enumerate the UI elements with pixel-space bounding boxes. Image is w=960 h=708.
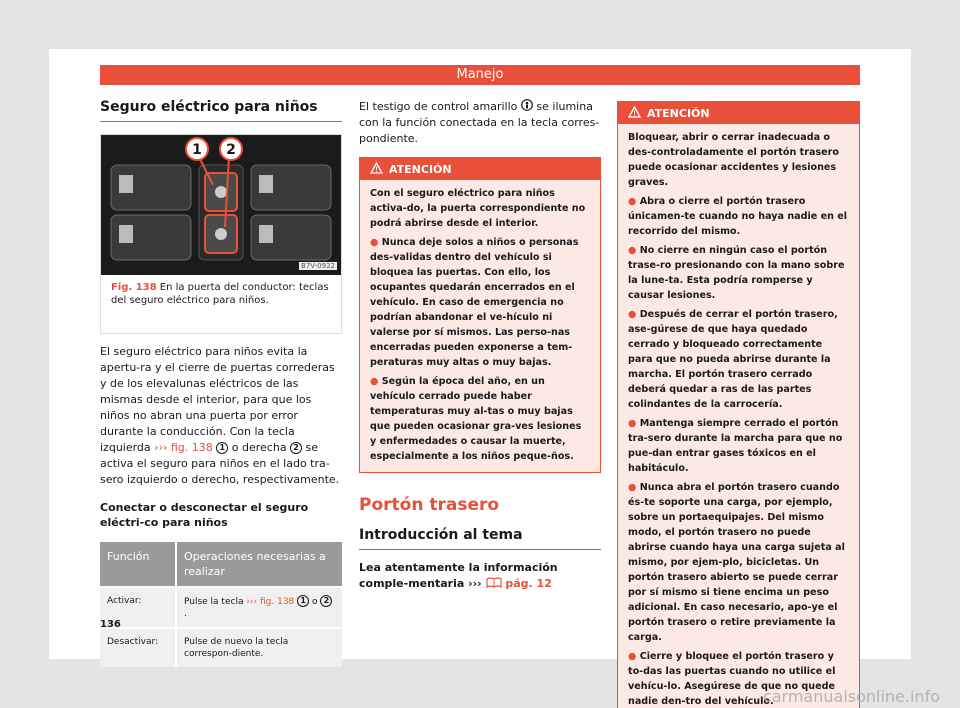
bullet-text: Según la época del año, en un vehículo cerrado puede haber temperaturas muy al-tas o muy bajas que pueden ocasionar gra-ves lesiones y enfermedades o causar la muerte, especialmente a los niños peque-ños. (370, 376, 582, 462)
bullet-dot-icon: ● (370, 376, 382, 387)
warning-header (360, 158, 600, 180)
table-cell: Pulse de nuevo la tecla correspon-diente. (176, 628, 342, 667)
warning-bullet (628, 307, 849, 412)
caption-text: En la puerta del conductor: teclas del seguro eléctrico para niños. (111, 282, 329, 306)
warning-bullet (628, 243, 849, 303)
warning-title: ATENCIÓN (389, 162, 452, 176)
bullet-text: Cierre y bloquee el portón trasero y to-das las puertas cuando no utilice el vehícu-lo. Asegúrese de que no quede nadie den-tro del vehículo. (628, 651, 836, 707)
xref-fig[interactable]: fig. 138 (257, 597, 295, 607)
switch-panel-image (101, 135, 341, 275)
table-row (100, 587, 342, 628)
book-icon (486, 577, 502, 590)
callout-1: 1 (192, 142, 202, 158)
text-run: Pulse la tecla (184, 597, 247, 607)
text-run: Lea atentamente la información comple-mentaria (359, 561, 558, 590)
text-run: se activa el seguro para niños en el lado tra-sero izquierdo o derecho, respectivamente. (100, 441, 340, 486)
bullet-text: No cierre en ningún caso el portón trase-ro presionando con la mano sobre la lune-ta. Esta podría romperse y causar lesiones. (628, 245, 845, 301)
xref-fig[interactable]: fig. 138 (167, 441, 213, 454)
warning-box (617, 101, 860, 708)
bullet-text: Abra o cierre el portón trasero únicamen-te cuando no haya nadie en el recorrido del mismo. (628, 196, 848, 237)
window-switch-illustration (101, 135, 341, 275)
text-run: El testigo de control amarillo (359, 100, 521, 113)
ref-circle-1: 1 (216, 442, 228, 454)
warning-bullet (628, 480, 849, 645)
page-number: 136 (100, 619, 121, 630)
table-cell: Activar: (100, 587, 176, 628)
bullet-text: Después de cerrar el portón trasero, ase-gúrese de que haya quedado cerrado y bloqueado correctamente para que no pueda abrirse durante la marcha. El portón trasero cerrado deberá quedar a ras de las partes colindantes de la carrocería. (628, 309, 838, 410)
subheading: Conectar o desconectar el seguro eléctri-co para niños (100, 501, 309, 529)
warning-lead: Bloquear, abrir o cerrar inadecuada o des-controladamente el portón trasero puede ocasionar accidentes y lesiones graves. (628, 132, 839, 188)
watermark: carmanualsonline.info (762, 687, 940, 706)
text-run: o derecha (228, 441, 291, 454)
text-run: se ilumina con la función conectada en la tecla corres-pondiente. (359, 100, 600, 145)
warning-header (618, 102, 859, 124)
table-header-row (100, 542, 342, 587)
table-cell: Desactivar: (100, 628, 176, 667)
figure-code: B7V-0922 (301, 262, 335, 270)
figure-caption (111, 281, 335, 307)
warning-title: ATENCIÓN (647, 106, 710, 120)
warning-body (618, 124, 859, 708)
bullet-dot-icon: ● (628, 309, 640, 320)
text-run: o (309, 597, 321, 607)
bullet-dot-icon: ● (628, 418, 640, 429)
body-paragraph (100, 344, 342, 488)
bullet-dot-icon: ● (628, 482, 640, 493)
text-run: . (184, 609, 187, 619)
section-header: Manejo (100, 65, 860, 85)
xref-page[interactable]: pág. 12 (501, 577, 552, 590)
figure-138 (100, 134, 342, 334)
callout-2: 2 (226, 142, 236, 158)
warning-bullet (628, 416, 849, 476)
child-lock-indicator-icon (521, 100, 533, 113)
table-cell (176, 587, 342, 628)
column-2 (359, 99, 601, 592)
warning-lead: Con el seguro eléctrico para niños activa-do, la puerta correspondiente no podrá abrirse desde el interior. (370, 188, 586, 229)
warning-triangle-icon (628, 106, 641, 121)
bullet-dot-icon: ● (370, 237, 382, 248)
warning-bullet (628, 194, 849, 239)
warning-bullet (370, 374, 590, 464)
warning-box (359, 157, 601, 473)
bullet-dot-icon: ● (628, 245, 640, 256)
ref-circle-2: 2 (290, 442, 302, 454)
bullet-text: Nunca abra el portón trasero cuando és-te soporte una carga, por ejemplo, sobre un portaequipajes. Del mismo modo, el portón trasero no puede abrirse cuando haya una carga sujeta al mismo, por ejem-plo, bicicletas. Un portón trasero abierto se puede cerrar por sí mismo si tiene encima un peso adicional. En caso necesario, apo-ye el portón trasero o retire previamente la carga. (628, 482, 845, 643)
section-title: Portón trasero (359, 495, 500, 515)
column-1 (100, 99, 342, 667)
bullet-text: Mantenga siempre cerrado el portón tra-sero durante la marcha para que no pue-dan entrar gases tóxicos en el habitáculo. (628, 418, 843, 474)
section-title: Seguro eléctrico para niños (100, 99, 342, 122)
table-header: Operaciones necesarias a realizar (176, 542, 342, 587)
warning-body (360, 180, 600, 472)
intro-paragraph (359, 99, 601, 147)
xref-arrow[interactable]: ››› (468, 577, 482, 590)
subsection-title: Introducción al tema (359, 527, 601, 550)
table-header: Función (100, 542, 176, 587)
bullet-text: Nunca deje solos a niños o personas des-validas dentro del vehículo si bloquea las puertas. Con ello, los ocupantes quedarán encerrados en el vehículo. En caso de emergencia no podrían abandonar el ve-hículo ni valerse por sí mismos. Las perso-nas encerradas pueden exponerse a tem-peraturas muy altas o muy bajas. (370, 237, 579, 368)
warning-bullet (370, 235, 590, 370)
ref-circle-1: 1 (297, 595, 309, 607)
xref-arrow[interactable]: ››› (154, 441, 168, 454)
column-3 (617, 101, 860, 708)
text-run: El seguro eléctrico para niños evita la apertu-ra y el cierre de puertas correderas y de los elevalunas eléctricos de las mismas desde el interior, para que los niños no abran una puerta por error durante la conducción. Con la tecla izquierda (100, 345, 335, 454)
read-note (359, 560, 601, 592)
ref-circle-2: 2 (320, 595, 332, 607)
xref-arrow[interactable]: ››› (246, 597, 258, 607)
warning-triangle-icon (370, 162, 383, 177)
bullet-dot-icon: ● (628, 196, 640, 207)
figure-ref: Fig. 138 (111, 282, 157, 293)
operations-table (100, 542, 342, 667)
table-row (100, 628, 342, 667)
bullet-dot-icon: ● (628, 651, 640, 662)
